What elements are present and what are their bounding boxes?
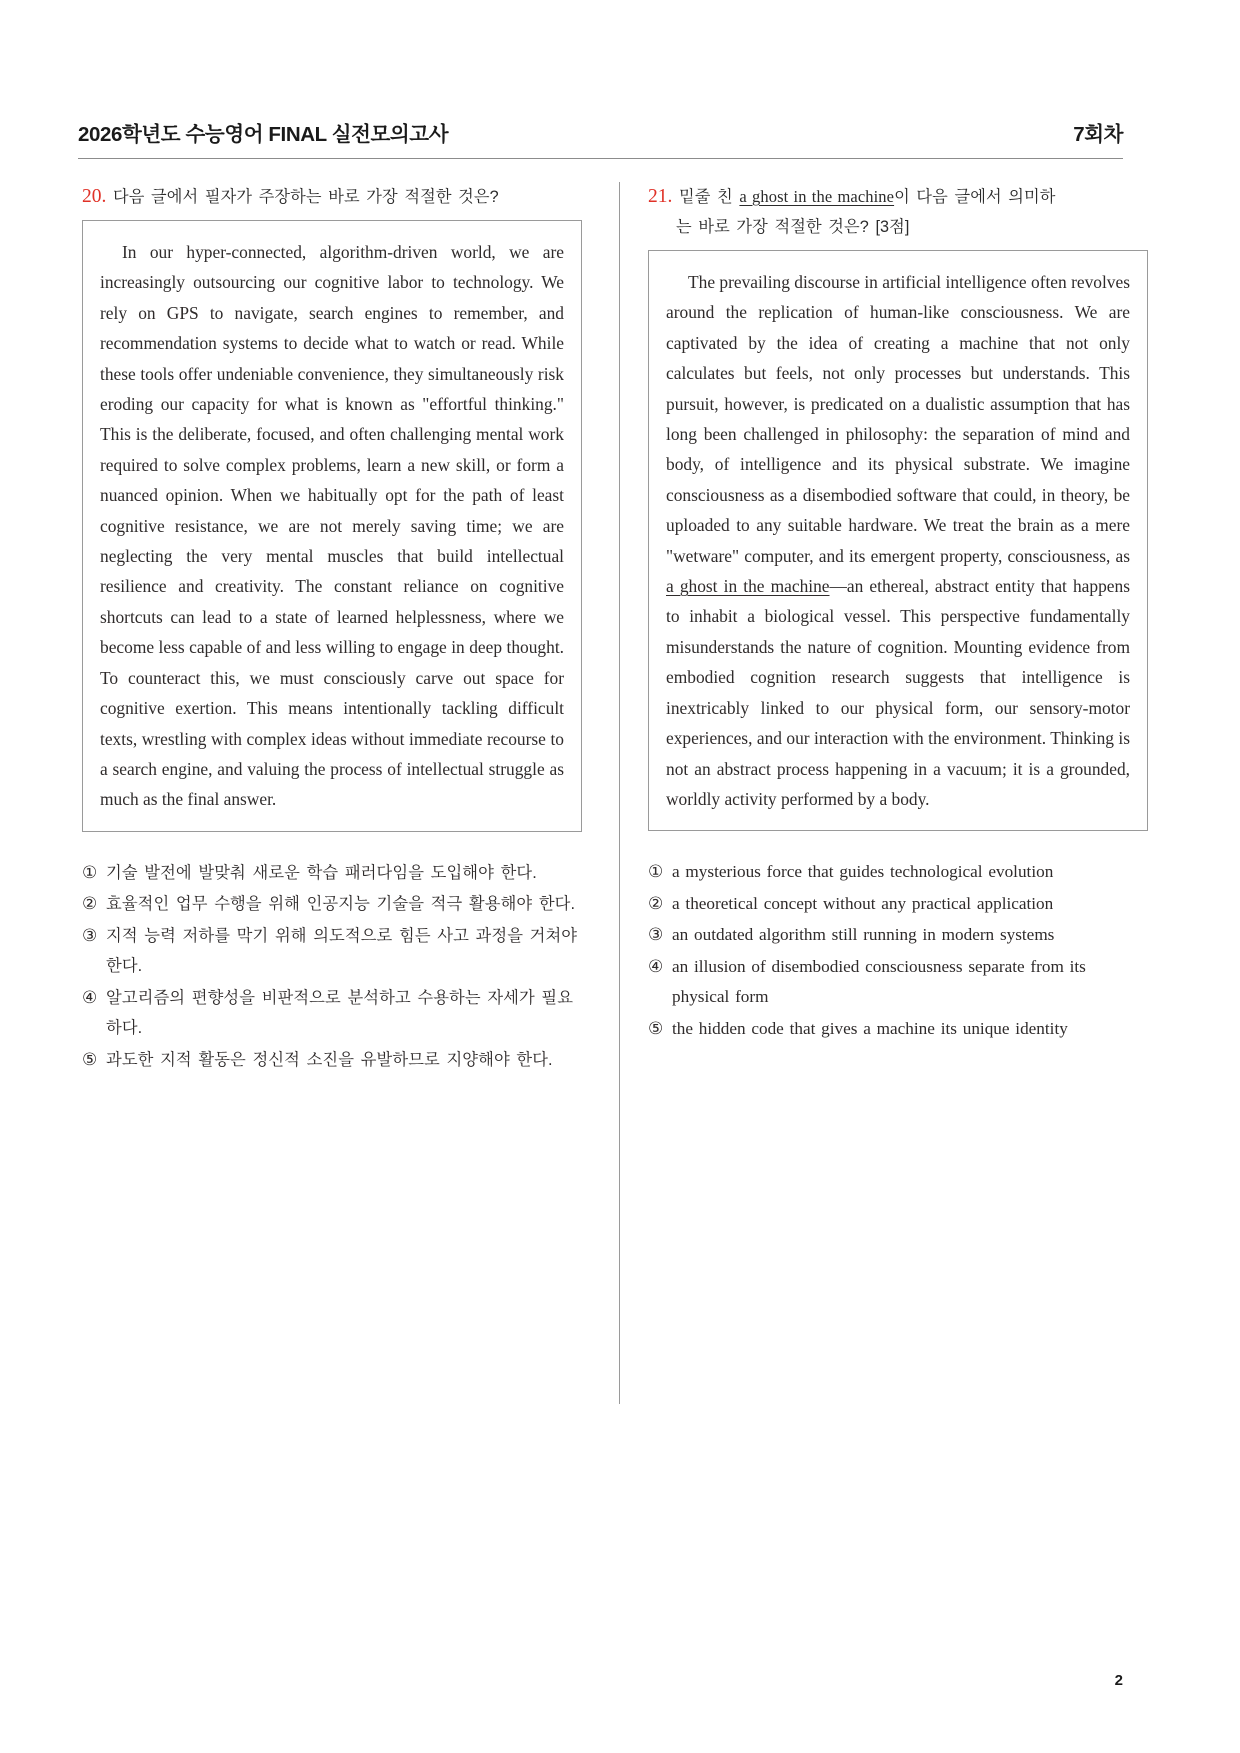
choice-marker: ⑤ (648, 1018, 664, 1038)
column-divider-rule (619, 182, 620, 1404)
choice-marker: ① (82, 862, 98, 882)
choice-label: 지적 능력 저하를 막기 위해 의도적으로 힘든 사고 과정을 거쳐야 한다. (106, 926, 578, 976)
question-21-prompt-before: 밑줄 친 (678, 188, 733, 206)
question-21-prompt (648, 182, 1148, 242)
choice-label: an outdated algorithm still running in modern systems (672, 925, 1055, 945)
exam-round-label: 7회차 (1073, 123, 1123, 146)
choice-label: a mysterious force that guides technological evolution (672, 862, 1054, 882)
choice-marker: ④ (82, 987, 98, 1007)
question-20-choice-2[interactable] (82, 889, 582, 920)
question-20-prompt (82, 182, 582, 212)
question-20-choice-3[interactable] (82, 921, 582, 982)
choice-label: 알고리즘의 편향성을 비판적으로 분석하고 수용하는 자세가 필요하다. (106, 988, 574, 1038)
question-21-choice-4[interactable] (648, 952, 1148, 1013)
question-20-prompt-text: 다음 글에서 필자가 주장하는 바로 가장 적절한 것은? (112, 188, 499, 206)
question-20-choice-4[interactable] (82, 983, 582, 1044)
question-20-passage-box (82, 220, 582, 832)
question-21-choice-3[interactable] (648, 920, 1148, 951)
question-20-number: 20. (82, 186, 107, 207)
question-21-prompt-line2: 는 바로 가장 적절한 것은? [3점] (676, 218, 910, 236)
choice-marker: ⑤ (82, 1049, 98, 1069)
question-21-choice-5[interactable] (648, 1014, 1148, 1045)
choice-label: 과도한 지적 활동은 정신적 소진을 유발하므로 지양해야 한다. (106, 1050, 553, 1069)
question-21-number: 21. (648, 186, 673, 207)
choice-label: 효율적인 업무 수행을 위해 인공지능 기술을 적극 활용해야 한다. (106, 895, 576, 914)
column-left (82, 182, 582, 1076)
choice-marker: ③ (82, 925, 98, 945)
choice-marker: ④ (648, 956, 664, 976)
question-20-choices (82, 858, 582, 1076)
question-21-passage-text (666, 267, 1130, 814)
header-divider-rule (78, 158, 1123, 159)
question-20-choice-5[interactable] (82, 1045, 582, 1076)
passage-part-1: The prevailing discourse in artificial intelligence often revolves around the replication of human-like consciousness. We are captivated by the idea of creating a machine that not only calculates but feels, not only processes but understands. This pursuit, however, is predicated on a dualistic assumption that has long been challenged in philosophy: the separation of mind and body, of intelligence and its physical substrate. We imagine consciousness as a disembodied software that could, in theory, be uploaded to any suitable hardware. We treat the brain as a mere "wetware" computer, and its emergent property, consciousness, as (666, 272, 1130, 566)
question-21-choices (648, 857, 1148, 1044)
question-20-choice-1[interactable] (82, 858, 582, 889)
column-right (648, 182, 1148, 1045)
passage-underlined-phrase: a ghost in the machine (666, 576, 830, 597)
page-number: 2 (1114, 1672, 1123, 1689)
choice-marker: ② (648, 893, 664, 913)
passage-part-2: —an ethereal, abstract entity that happens to inhabit a biological vessel. This perspective fundamentally misunderstands the nature of cognition. Mounting evidence from embodied cognition research suggests that intelligence is inextricably linked to our physical form, our sensory-motor experiences, and our interaction with the environment. Thinking is not an abstract process happening in a vacuum; it is a grounded, worldly activity performed by a body. (666, 576, 1130, 809)
question-21-choice-1[interactable] (648, 857, 1148, 888)
page-header (78, 117, 1123, 147)
exam-title: 2026학년도 수능영어 FINAL 실전모의고사 (78, 123, 449, 146)
choice-marker: ② (82, 894, 98, 914)
choice-marker: ① (648, 862, 664, 882)
question-21-choice-2[interactable] (648, 889, 1148, 920)
choice-label: a theoretical concept without any practical application (672, 893, 1054, 913)
choice-marker: ③ (648, 925, 664, 945)
choice-label: an illusion of disembodied consciousness separate from its physical form (672, 956, 1086, 1007)
question-21-prompt-after: 이 다음 글에서 의미하 (894, 188, 1056, 206)
choice-label: the hidden code that gives a machine its unique identity (672, 1018, 1068, 1038)
question-21-underlined-phrase: a ghost in the machine (739, 187, 895, 206)
question-20-passage-text: In our hyper-connected, algorithm-driven world, we are increasingly outsourcing our cognitive labor to technology. We rely on GPS to navigate, search engines to remember, and recommendation systems to decide what to watch or read. While these tools offer undeniable convenience, they simultaneously risk eroding our capacity for what is known as "effortful thinking." This is the deliberate, focused, and often challenging mental work required to solve complex problems, learn a new skill, or form a nuanced opinion. When we habitually opt for the path of least cognitive resistance, we are not merely saving time; we are neglecting the very mental muscles that build intellectual resilience and creativity. The constant reliance on cognitive shortcuts can lead to a state of learned helplessness, where we become less capable of and less willing to engage in deep thought. To counteract this, we must consciously carve out space for cognitive exertion. This means intentionally tackling difficult texts, wrestling with complex ideas without immediate recourse to a search engine, and valuing the process of intellectual struggle as much as the final answer. (100, 242, 564, 810)
question-21-passage-box (648, 250, 1148, 831)
choice-label: 기술 발전에 발맞춰 새로운 학습 패러다임을 도입해야 한다. (106, 863, 537, 882)
